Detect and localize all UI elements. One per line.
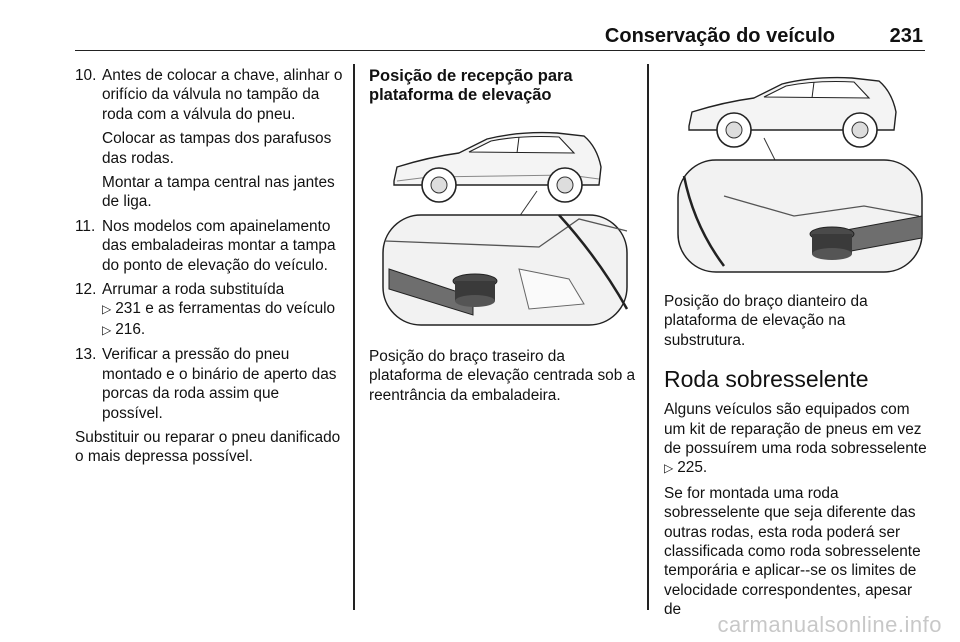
page-number: 231 bbox=[889, 25, 923, 47]
step-number: 13. bbox=[75, 346, 97, 364]
steps-list bbox=[75, 66, 343, 423]
column-right bbox=[664, 66, 930, 625]
paragraph-text: Alguns veículos são equipados com um kit de reparação de pneus em vez de possuírem uma roda sobresselente bbox=[664, 401, 927, 458]
page-reference-link[interactable]: ▷ 225. bbox=[664, 459, 707, 476]
lift-arm-detail-view bbox=[678, 160, 922, 272]
step-text-part: e as ferramentas do veículo bbox=[145, 300, 336, 318]
figure-caption: Posição do braço dianteiro da plataforma de elevação na substrutura. bbox=[664, 293, 868, 349]
step-12 bbox=[75, 280, 343, 340]
column-divider-right bbox=[647, 64, 649, 610]
body-paragraph: Se for montada uma roda sobresselente que seja diferente das outras rodas, esta roda poderá ser classificada como roda sobresselente temporária e aplicar--se os limites de velocidade correspondentes, apesar de bbox=[664, 484, 921, 619]
chapter-title: Conservação do veículo bbox=[604, 25, 835, 47]
step-13 bbox=[75, 345, 343, 423]
step-11 bbox=[75, 217, 343, 275]
column-divider-left bbox=[353, 64, 355, 610]
page-header bbox=[75, 0, 925, 51]
step-text: Antes de colocar a chave, alinhar o orifício da válvula no tampão da roda com a válvula do pneu. bbox=[102, 67, 343, 123]
section-title: Roda sobresselente bbox=[664, 366, 869, 393]
step-number: 11. bbox=[75, 217, 96, 235]
subheading: Posição de recepção para plataforma de elevação bbox=[369, 67, 573, 104]
step-text: Colocar as tampas dos parafusos das rodas. bbox=[102, 130, 332, 167]
body-paragraph bbox=[664, 400, 930, 479]
car-side-icon bbox=[689, 78, 896, 147]
front-lift-point-illustration bbox=[664, 66, 926, 276]
car-side-icon bbox=[394, 133, 601, 202]
page-reference-link[interactable]: ▷ 231 bbox=[102, 300, 141, 317]
step-text-part: Arrumar a roda substituída bbox=[102, 281, 285, 299]
step-10 bbox=[75, 66, 343, 212]
step-number: 12. bbox=[75, 281, 97, 299]
closing-paragraph: Substituir ou reparar o pneu danificado o mais depressa possível. bbox=[75, 428, 341, 466]
lift-arm-detail-view bbox=[383, 215, 627, 325]
column-middle bbox=[369, 66, 637, 410]
page-reference-link[interactable]: ▷ 216. bbox=[102, 321, 145, 338]
rear-lift-point-illustration bbox=[369, 119, 631, 331]
figure-caption: Posição do braço traseiro da plataforma de elevação centrada sob a reentrância da embaladeira. bbox=[369, 348, 636, 404]
step-text: Montar a tampa central nas jantes de liga. bbox=[102, 174, 335, 211]
step-number: 10. bbox=[75, 67, 97, 84]
step-text: Nos modelos com apainelamento das embaladeiras montar a tampa do ponto de elevação do veículo. bbox=[102, 217, 336, 274]
watermark: carmanualsonline.info bbox=[717, 612, 942, 637]
step-text bbox=[102, 280, 343, 340]
column-left bbox=[75, 66, 343, 472]
step-text: Verificar a pressão do pneu montado e o binário de aperto das porcas da roda assim que possível. bbox=[102, 346, 337, 422]
